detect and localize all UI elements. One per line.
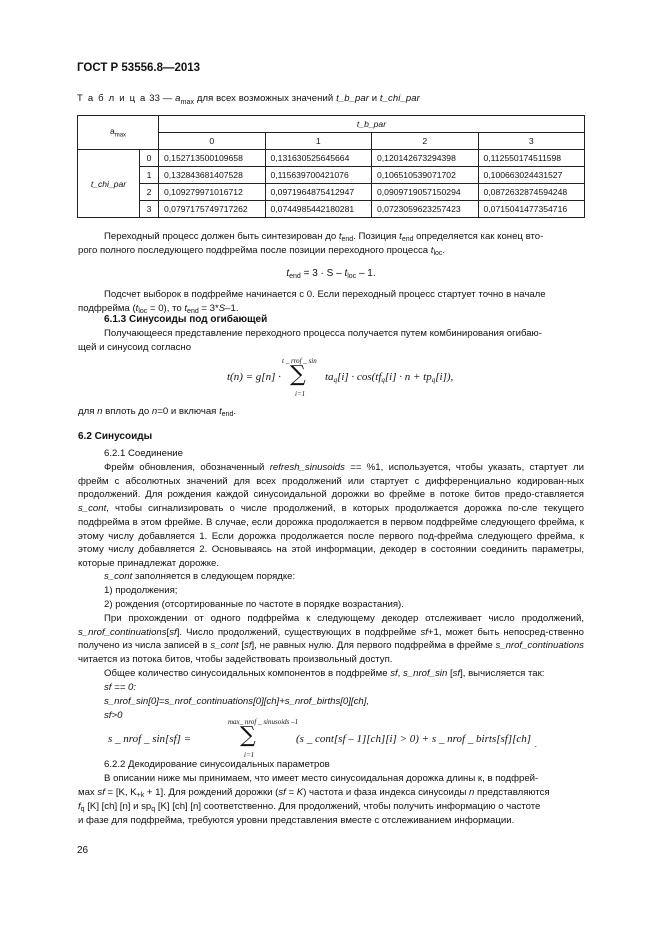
paragraph-decoding-line4: и фазе для подфрейма, требуются уровни представления вместе с отслеживанием информации. (78, 815, 515, 826)
col-header: 2 (372, 133, 479, 150)
paragraph-sample-count: Подсчет выборок в подфрейме начинается с 0. Если переходный процесс стартует точно в начале (104, 289, 546, 300)
caption-label: Т а б л и ц а (77, 93, 147, 104)
caption-and: и (371, 93, 378, 104)
caption-text: для всех возможных значений (196, 93, 334, 104)
paragraph-transition: Переходный процесс должен быть синтезирован до $t_{end}$. Позиция $t_{end}$ определяется как конец вто- (104, 231, 544, 243)
code-line: sf == 0: (104, 682, 136, 693)
formula3-sum-bottom: i=1 (244, 751, 255, 759)
table-caption (77, 93, 420, 106)
table-cell: 0,0971964875412947 (265, 184, 372, 201)
caption-var-sub: max (180, 98, 195, 106)
table-cell: 0,100663024431527 (478, 167, 585, 184)
paragraph-refresh: Фрейм обновления, обозначенный refresh_sinusoids == %1, используется, чтобы указать, стартует ли фрейм с абсолютных значений для всех продолжений или стартует с дифференциально кодирован-ных продолжений. Для рождения каждой синусоидальной дорожки во фрейме в потоке битов предо-ставляется s_cont, чтобы сигнализировать о числе продолжений, в которых продолжается дорожка по-сле текущего подфрейма в этом фрейме. В случае, если дорожка продолжается в первом подфрейме следующего фрейма, к этому числу добавляется 1. Если дорожка продолжается после первого под-фрейма следующего фрейма, к этому числу добавляется 2. Основываясь на этой информации, декодер в состоянии соединить параметры, которые принадлежат дорожке. (78, 462, 584, 569)
table-cell: 0,132843681407528 (159, 167, 266, 184)
formula2-sum-bottom: i=1 (295, 390, 306, 398)
col-header: 3 (478, 133, 585, 150)
section-6-1-3-title: 6.1.3 Синусоиды под огибающей (104, 314, 268, 325)
paragraph-envelope: Получающееся представление переходного процесса получается путем комбинирования огибаю- (104, 328, 542, 339)
list-item: 2) рождения (отсортированные по частоте в порядке возрастания). (104, 599, 404, 610)
table-row (78, 201, 585, 218)
table-cell: 0,120142673294398 (372, 150, 479, 167)
paragraph-scont: s_cont заполняется в следующем порядке: (104, 571, 296, 582)
table-cell: 0,109279971016712 (159, 184, 266, 201)
table-row (78, 150, 585, 167)
table-cell: 0,152713500109658 (159, 150, 266, 167)
formula2-sum-top: t _ rrof _ sin (282, 357, 317, 365)
caption-p2: t_chi_par (379, 93, 420, 104)
table-33 (77, 115, 585, 218)
col-header: 1 (265, 133, 372, 150)
table-cell: 0,0872632874594248 (478, 184, 585, 201)
table-cell: 0,106510539071702 (372, 167, 479, 184)
paragraph-decoding-line2: мах sf = [K, $K_{+k} + 1$]. Для рождений дорожки (sf = K) частота и фаза индекса синусоиды n представляются (78, 787, 550, 799)
table-cell: 0,131630525645664 (265, 150, 372, 167)
row-index: 3 (140, 201, 159, 218)
table-cell: 0,0744985442180281 (265, 201, 372, 218)
section-6-2-title: 6.2 Синусоиды (78, 431, 153, 442)
paragraph-envelope-line2: щей и синусоид согласно (78, 342, 192, 353)
formula3-lhs: s _ nrof _ sin[sf] = (108, 733, 192, 745)
formula3-dot: . (535, 740, 537, 749)
table-row (78, 184, 585, 201)
sum-icon: ∑ (240, 723, 256, 748)
caption-var: a (175, 93, 181, 104)
table-cell: 0,0715041477354716 (478, 201, 585, 218)
row-index: 2 (140, 184, 159, 201)
formula2-lhs: t(n) = g[n] · (227, 371, 281, 383)
formula3-sum-top: max_ nrof _ sinusoids –1 (228, 718, 299, 726)
paragraph-nrof-sin: Общее количество синусоидальных компонентов в подфрейме sf, s_nrof_sin [sf], вычисляется так: (104, 668, 545, 679)
table-cell: 0,115639700421076 (265, 167, 372, 184)
page-number: 26 (77, 845, 89, 856)
paragraph-transition-line2: рого полного последующего подфрейма после позиции переходного процесса $t_{loc}$. (78, 245, 446, 257)
section-6-2-1-title: 6.2.1 Соединение (104, 448, 183, 459)
table-cell: 0,112550174511598 (478, 150, 585, 167)
code-line: sf>0 (104, 710, 123, 721)
row-index: 1 (140, 167, 159, 184)
paragraph-continuations: При прохождении от одного подфрейма к следующему декодер отслеживает число продолжений, s_nrof_continuations[sf]. Число продолжений, существующих в подфрейме sf+1, может быть непосред-ственно получено из числа записей в s_cont [sf], не равных нулю. Для первого подфрейма в фрейме s_nrof_continuations читается из потока битов, чтобы задействовать произвольный доступ. (78, 613, 584, 666)
row-index: 0 (140, 150, 159, 167)
list-item: 1) продолжения; (104, 585, 178, 596)
caption-num: 33 — (149, 93, 173, 104)
formula2-body: $ta_q[i] \cdot \cos(tf_q[i] \cdot n + tp_q[i])$, (325, 371, 454, 384)
col-header: 0 (159, 133, 266, 150)
code-line: s_nrof_sin[0]=s_nrof_continuations[0][ch]+s_nrof_births[0][ch], (104, 696, 370, 707)
formula3-body: (s _ cont[sf – 1][ch][i] > 0) + s _ nrof _ birts[sf][ch] (296, 733, 532, 745)
col-group-header: t_b_par (159, 116, 585, 133)
paragraph-range: для n вплоть до n=0 и включая $t_{end}$. (78, 406, 237, 418)
standard-header: ГОСТ Р 53556.8—2013 (77, 62, 201, 74)
caption-p1: t_b_par (336, 93, 369, 104)
table-corner: $a_{max}$ (78, 116, 159, 150)
sum-icon: ∑ (290, 362, 306, 387)
table-cell: 0,0797175749717262 (159, 201, 266, 218)
row-group-header: t_chi_par (78, 150, 140, 218)
section-6-2-2-title: 6.2.2 Декодирование синусоидальных параметров (104, 759, 330, 770)
paragraph-sample-count-line2: подфрейма $(t_{loc} = 0)$, то $t_{end} = 3*S-1$. (78, 303, 239, 315)
table-row (78, 167, 585, 184)
table-cell: 0,0909719057150294 (372, 184, 479, 201)
table-cell: 0,0723059623257423 (372, 201, 479, 218)
paragraph-decoding: В описании ниже мы принимаем, что имеет место синусоидальная дорожка длины к, в подфрей- (104, 773, 539, 784)
paragraph-decoding-line3: $f_q$ [K] [ch] [n] и $sp_q$ [K] [ch] [n] соответственно. Для продолжений, чтобы получить информацию о частоте (78, 801, 541, 813)
formula-tend: $t_{end} = 3 \cdot S - t_{loc} - 1$. (286, 268, 376, 280)
